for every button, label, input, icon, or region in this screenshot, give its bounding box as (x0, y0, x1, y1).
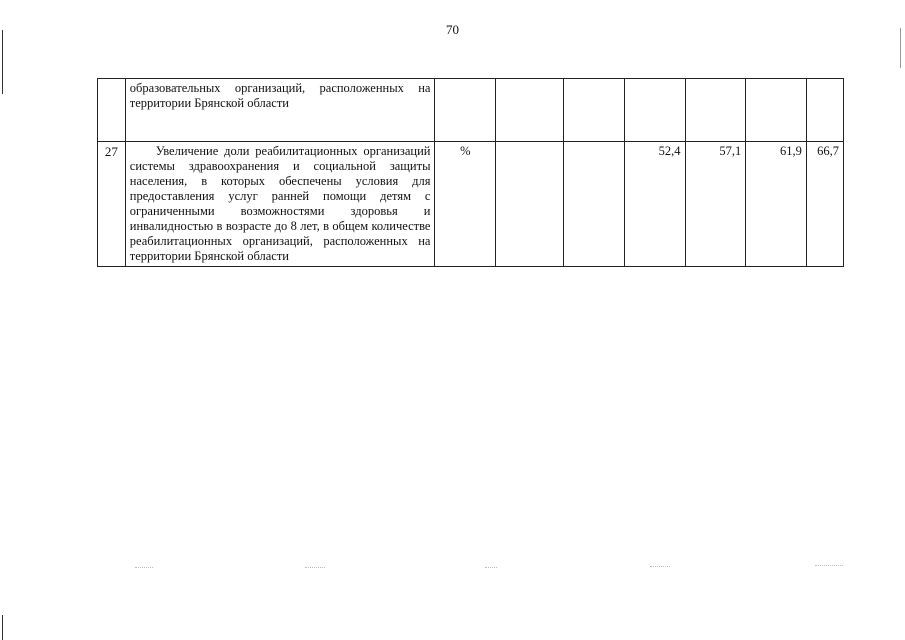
value-cell (564, 142, 625, 267)
value-cell (746, 79, 807, 142)
indicator-name (125, 142, 435, 267)
base-value-cell (496, 79, 564, 142)
page-number: 70 (446, 22, 459, 37)
value-cell (564, 79, 625, 142)
indicators-table (97, 78, 844, 267)
table-row (98, 142, 844, 267)
scan-edge-mark (2, 615, 3, 640)
scan-edge-mark (2, 30, 3, 94)
scan-noise (650, 566, 670, 567)
value-cell: 66,7 (806, 142, 843, 267)
unit-cell (435, 79, 496, 142)
scan-noise (815, 565, 843, 566)
table-row (98, 79, 844, 142)
value-cell: 61,9 (746, 142, 807, 267)
indicator-name-text: Увеличение доли реабилитационных организаций системы здравоохранения и социальной защиты населения, в которых обеспечены условия для предоставления услуг ранней помощи детям с ограниченными возможностями здоровья и инвалидностью в возрасте до 8 лет, в общем количестве реабилитационных организаций, расположенных на территории Брянской области (129, 144, 431, 263)
scan-noise (485, 567, 497, 568)
scan-noise (135, 567, 153, 568)
value-cell: 52,4 (624, 142, 685, 267)
unit-cell: % (435, 142, 496, 267)
value-cell: 57,1 (685, 142, 746, 267)
row-number: 27 (98, 142, 126, 267)
value-cell (806, 79, 843, 142)
value-cell (685, 79, 746, 142)
row-number (98, 79, 126, 142)
indicator-name: образовательных организаций, расположенных на территории Брянской области (125, 79, 435, 142)
scan-noise (305, 567, 325, 568)
value-cell (624, 79, 685, 142)
base-value-cell (496, 142, 564, 267)
